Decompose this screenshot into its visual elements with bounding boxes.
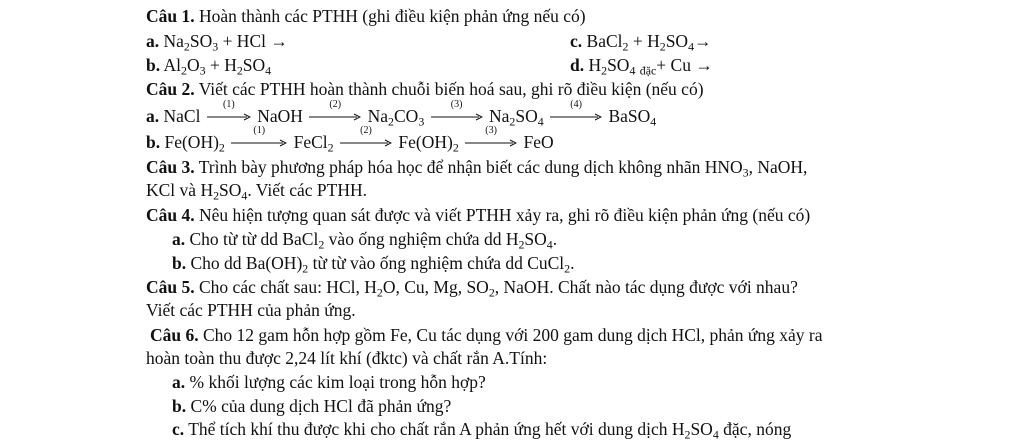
- q3-number: Câu 3.: [146, 157, 195, 177]
- reaction-arrow: (4): [550, 108, 602, 122]
- q5-line2: Viết các PTHH của phản ứng.: [146, 300, 356, 320]
- reaction-arrow: (1): [231, 134, 287, 148]
- q1-text: Hoàn thành các PTHH (ghi điều kiện phản ứng nếu có): [199, 6, 586, 26]
- q2-number: Câu 2.: [146, 79, 195, 99]
- reaction-arrow: (1): [207, 108, 251, 122]
- q1-item-c: c. BaCl$_2$ + $H_2SO_4\to$: [570, 31, 712, 54]
- q6-item-a: a. % khối lượng các kim loại trong hỗn hợp?: [172, 372, 486, 392]
- q2-heading: [146, 78, 704, 100]
- q6-item-b: b. C% của dung dịch HCl đã phản ứng?: [172, 396, 452, 416]
- q4-item-a: a. Cho từ từ dd BaCl$_2$ vào ống nghiệm chứa dd $H_2SO_4$.: [172, 229, 558, 252]
- q4-number: Câu 4.: [146, 205, 195, 225]
- q2-chain-b: b. $Fe(OH)_2$ (1) FeCl$_2$ (2) $Fe(OH)_2$ (3) FeO: [146, 125, 554, 155]
- q4-item-b: b. Cho dd $Ba(OH)_2$ từ từ vào ống nghiệm chứa dd CuCl$_2$.: [172, 253, 575, 276]
- reaction-arrow: (3): [431, 108, 483, 122]
- reaction-arrow: (3): [465, 134, 517, 148]
- q1-item-a: a. $Na_2SO_3$ + HCl →: [146, 31, 288, 54]
- q6-line2: hoàn toàn thu được 2,24 lít khí (đktc) và chất rắn A.Tính:: [146, 348, 548, 368]
- q1-item-d: d. $H_2SO_4$ $_{đặc}$+ Cu →: [570, 55, 713, 78]
- reaction-arrow: (2): [340, 134, 392, 148]
- q1-item-b: b. $Al_2O_3 + H_2SO_4$: [146, 55, 272, 78]
- q6-number: Câu 6.: [150, 325, 199, 345]
- q5-number: Câu 5.: [146, 277, 195, 297]
- reaction-arrow: (2): [309, 108, 361, 122]
- q1-heading: [146, 5, 586, 27]
- q3-line2: KCl và $H_2SO_4$. Viết các PTHH.: [146, 180, 367, 203]
- q6-item-c: c. Thể tích khí thu được khi cho chất rắn A phản ứng hết với dung dịch $H_2SO_4$ đặc, nóng: [172, 419, 792, 441]
- q2-text: Viết các PTHH hoàn thành chuỗi biến hoá sau, ghi rõ điều kiện (nếu có): [198, 79, 704, 99]
- q5-line1: Câu 5. Cho các chất sau: HCl, $H_2O$, Cu, Mg, $SO_2$, NaOH. Chất nào tác dụng được với nhau?: [146, 277, 798, 300]
- q6-line1: Câu 6. Cho 12 gam hỗn hợp gồm Fe, Cu tác dụng với 200 gam dung dịch HCl, phản ứng xảy ra: [150, 325, 823, 345]
- q4-heading: Câu 4. Nêu hiện tượng quan sát được và viết PTHH xảy ra, ghi rõ điều kiện phản ứng (nếu có): [146, 205, 811, 225]
- q2-chain-a: a. NaCl (1) NaOH (2) $Na_2CO_3$ (3) $Na_2SO_4$ (4) BaSO$_4$: [146, 99, 657, 129]
- q1-number: Câu 1.: [146, 6, 195, 26]
- q3-line1: Câu 3. Trình bày phương pháp hóa học để nhận biết các dung dịch không nhãn $HNO_3$, NaOH,: [146, 157, 808, 180]
